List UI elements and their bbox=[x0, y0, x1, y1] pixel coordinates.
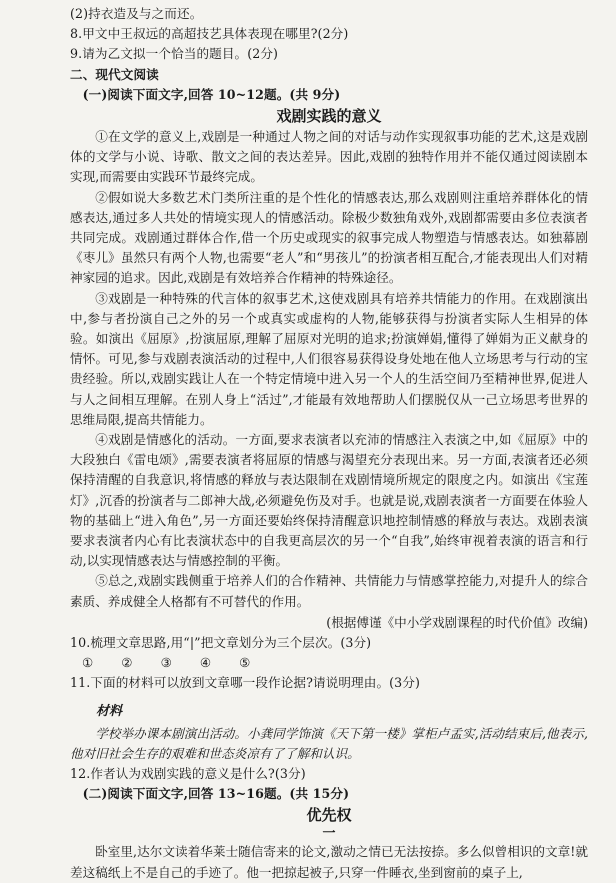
article-paragraph-5: ⑤总之,戏剧实践侧重于培养人们的合作精神、共情能力与情感掌控能力,对提升人的综合素质、养成健全人格都有不可替代的作用。 bbox=[70, 573, 588, 609]
material-label: 材料 bbox=[96, 703, 123, 719]
story-part-number: 一 bbox=[322, 826, 336, 842]
question-10: 10.梳理文章思路,用“|”把文章划分为三个层次。(3分) bbox=[70, 634, 372, 650]
article-paragraph-4: ④戏剧是情感化的活动。一方面,要求表演者以充沛的情感注入表演之中,如《屈原》中的大段独白《雷电颂》,需要表演者将屈原的情感与渴望充分表现出来。另一方面,表演者还必须保持清醒的自我意识,将情感的释放与表达限制在戏剧情境所规定的限度之内。如演出《宝莲灯》,沉香的扮演者与二郎神大战,必须避免伤及对手。也就是说,戏剧表演者一方面要在体验人物的基础上“进入角色”,另一方面还要始终保持清醒意识地控制情感的释放与表达。戏剧表演要求表演者内心有比表演状态中的自我更高层次的另一个“自我”,始终审视着表演的语言和行动,以实现情感表达与情感控制的平衡。 bbox=[70, 432, 588, 569]
question-12: 12.作者认为戏剧实践的意义是什么?(3分) bbox=[70, 765, 306, 781]
question-9: 9.请为乙文拟一个恰当的题目。(2分) bbox=[70, 46, 279, 62]
article-paragraph-3: ③戏剧是一种特殊的代言体的叙事艺术,这使戏剧具有培养共情能力的作用。在戏剧演出中,参与者扮演自己之外的另一个或真实或虚构的人物,能够获得与扮演者实际人生相异的体验。如演出《屈原》,扮演屈原,理解了屈原对光明的追求;扮演婵娟,懂得了婵娟为正义献身的情怀。可见,参与戏剧表演活动的过程中,人们很容易获得设身处地在他人立场思考与行动的宝贵经验。所以,戏剧实践让人在一个特定情境中进入另一个人的生活空间乃至精神世界,促进人与人之间相互理解。在别人身上“活过”,才能最有效地帮助人们摆脱仅从一己立场思考世界的思维局限,提高共情能力。 bbox=[70, 290, 588, 427]
question-8: 8.甲文中王叔远的高超技艺具体表现在哪里?(2分) bbox=[70, 26, 349, 42]
story-title: 优先权 bbox=[306, 806, 352, 825]
subsection-heading-1: (一)阅读下面文字,回答 10~12题。(共 9分) bbox=[82, 86, 341, 102]
article-title: 戏剧实践的意义 bbox=[276, 107, 382, 126]
material-text: 学校举办课本剧演出活动。小龚同学饰演《天下第一楼》掌柜卢孟实,活动结束后,他表示,他对旧社会生存的艰难和世态炎凉有了了解和认识。 bbox=[70, 725, 588, 761]
article-paragraph-1: ①在文学的意义上,戏剧是一种通过人物之间的对话与动作实现叙事功能的艺术,这是戏剧体的文学与小说、诗歌、散文之间的表达差异。因此,戏剧的独特作用并不能仅通过阅读剧本实现,而需要由实践环节最终完成。 bbox=[70, 129, 588, 185]
answer-line-2: (2)持衣造及与之而还。 bbox=[70, 6, 203, 21]
story-paragraph-1: 卧室里,达尔文读着华莱士随信寄来的论文,激动之情已无法按捺。多么似曾相识的文章!就差这稿纸上不是自己的手迹了。他一把掠起被子,只穿一件睡衣,坐到窗前的桌子上, bbox=[70, 844, 588, 880]
section-heading: 二、现代文阅读 bbox=[70, 66, 159, 82]
question-11: 11.下面的材料可以放到文章哪一段作论据?请说明理由。(3分) bbox=[70, 675, 420, 691]
article-paragraph-2: ②假如说大多数艺术门类所注重的是个性化的情感表达,那么戏剧则注重培养群体化的情感表达,通过多人共处的情境实现人的情感活动。除极少数独角戏外,戏剧都需要由多位表演者共同完成。戏剧通过群体合作,借一个历史或现实的叙事完成人物塑造与情感表达。如独幕剧《枣儿》虽然只有两个人物,也需要“老人”和“男孩儿”的扮演者相互配合,才能表现出人们对精神家园的追求。因此,戏剧是有效培养合作精神的特殊途径。 bbox=[70, 189, 588, 286]
article-source: (根据傅谨《中小学戏剧课程的时代价值》改编) bbox=[326, 614, 588, 630]
subsection-heading-2: (二)阅读下面文字,回答 13~16题。(共 15分) bbox=[82, 786, 350, 802]
paragraph-numbers: ① ② ③ ④ ⑤ bbox=[82, 655, 263, 671]
